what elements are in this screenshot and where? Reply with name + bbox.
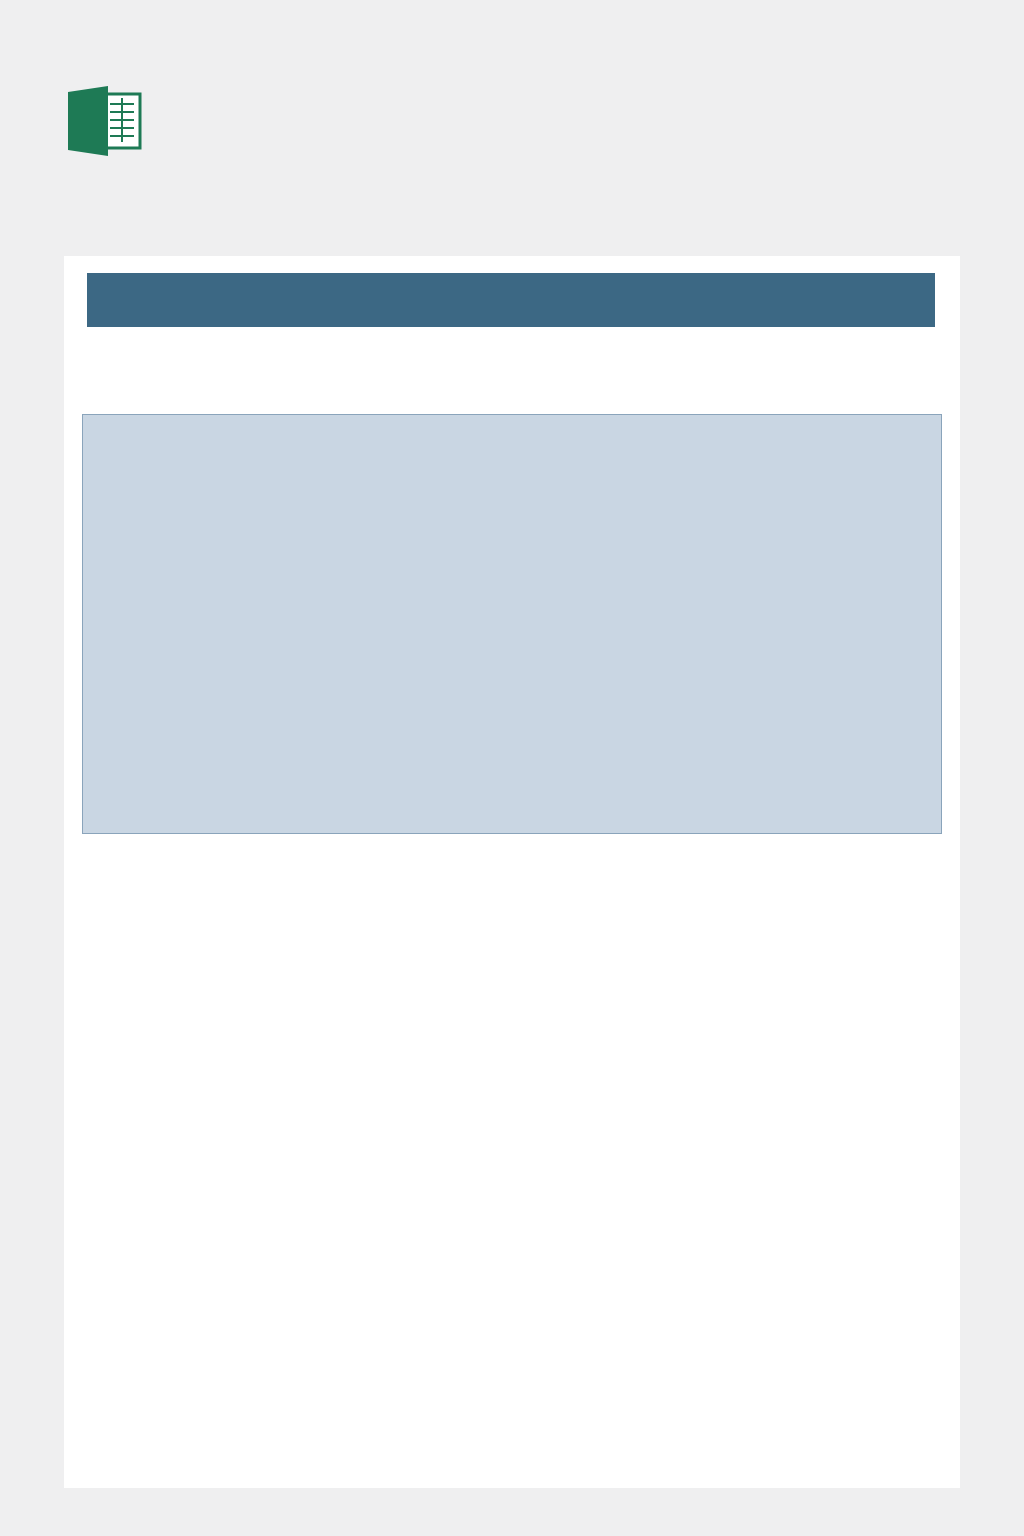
sheet-title-banner: [87, 273, 935, 327]
document-sheet: [64, 256, 960, 1488]
page-header: [0, 0, 1024, 250]
excel-icon: [68, 86, 142, 156]
score-chart: [82, 414, 942, 834]
chart-svg: [83, 415, 943, 835]
